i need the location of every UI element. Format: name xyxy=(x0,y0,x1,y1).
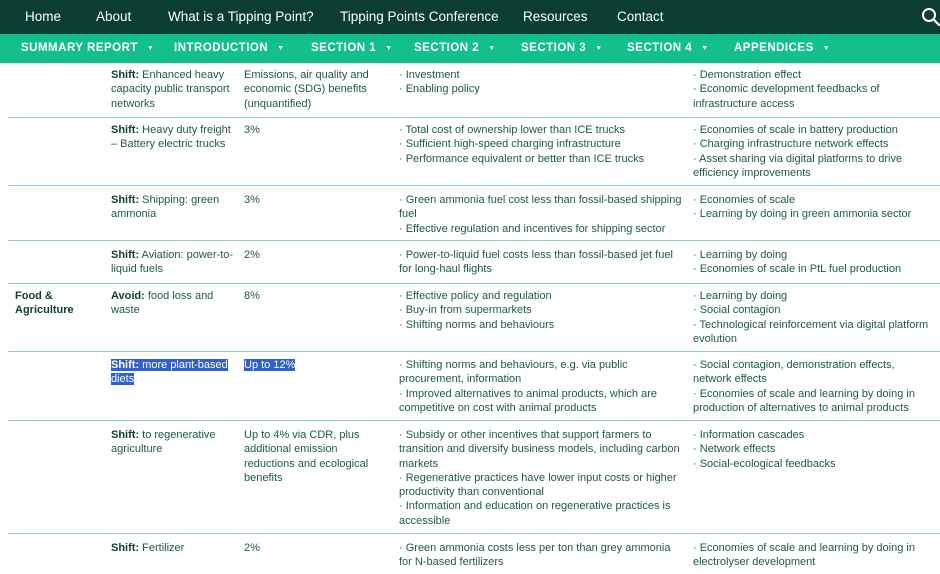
lever-cell xyxy=(111,123,236,152)
menu-label: INTRODUCTION xyxy=(174,42,269,54)
lever-cell xyxy=(111,68,236,111)
row-divider xyxy=(8,283,940,284)
feedback-item: · Social contagion, demonstration effects, network effects xyxy=(693,359,895,386)
row-divider xyxy=(8,185,940,186)
lever-type: Avoid: xyxy=(111,290,145,302)
condition-item: · Green ammonia costs less per ton than grey ammonia for N-based fertilizers xyxy=(399,542,671,569)
row-divider xyxy=(8,533,940,534)
feedback-item: · Learning by doing xyxy=(693,249,788,261)
feedback-item: · Economic development feedbacks of infrastructure access xyxy=(693,83,880,110)
menu-label: APPENDICES xyxy=(734,42,814,54)
lever-text: Heavy duty freight – Battery electric trucks xyxy=(111,124,231,151)
caret-down-icon: ▼ xyxy=(277,45,285,52)
condition-item: · Information and education on regenerative practices is accessible xyxy=(399,500,671,527)
conditions-cell xyxy=(399,428,684,528)
impact-cell: 2% xyxy=(244,542,260,554)
impact-cell: Emissions, air quality and economic (SDG) benefits (unquantified) xyxy=(244,69,369,110)
reinforcing-cell xyxy=(693,193,933,222)
impact-cell: 2% xyxy=(244,249,260,261)
caret-down-icon: ▼ xyxy=(146,45,155,52)
menu-section-2[interactable] xyxy=(414,42,496,54)
lever-type: Shift: xyxy=(111,359,140,371)
feedback-item: · Economies of scale and learning by doing in production of alternatives to animal products xyxy=(693,387,915,414)
feedback-item: · Social-ecological feedbacks xyxy=(693,457,836,470)
caret-down-icon: ▼ xyxy=(595,45,603,52)
nav-link-tipping-point[interactable]: What is a Tipping Point? xyxy=(168,9,314,24)
reinforcing-cell xyxy=(693,358,933,415)
impact-cell: 3% xyxy=(244,194,260,206)
row-divider xyxy=(8,240,940,241)
caret-down-icon: ▼ xyxy=(385,45,393,52)
condition-item: · Total cost of ownership lower than ICE trucks xyxy=(399,124,626,136)
lever-cell xyxy=(111,193,236,222)
lever-text: Enhanced heavy capacity public transport networks xyxy=(111,69,230,110)
impact-cell: 8% xyxy=(244,290,260,302)
impact-cell: Up to 4% via CDR, plus additional emission reductions and ecological benefits xyxy=(244,429,369,484)
reinforcing-cell xyxy=(693,541,933,570)
conditions-cell xyxy=(399,248,684,277)
conditions-cell xyxy=(399,193,684,236)
condition-item: · Green ammonia fuel cost less than fossil-based shipping fuel xyxy=(399,194,682,221)
conditions-cell xyxy=(399,358,684,415)
lever-type: Shift: xyxy=(111,124,140,136)
lever-type: Shift: xyxy=(111,542,140,554)
lever-text: food loss and waste xyxy=(111,290,214,317)
caret-down-icon: ▼ xyxy=(701,45,709,52)
row-divider xyxy=(8,420,940,421)
lever-cell xyxy=(111,289,236,318)
feedback-item: · Economies of scale in battery production xyxy=(693,124,898,136)
conditions-cell xyxy=(399,289,684,332)
menu-label: SECTION 3 xyxy=(521,42,587,54)
selected-impact-highlight: Up to 12% xyxy=(244,359,296,371)
feedback-item: · Learning by doing in green ammonia sector xyxy=(693,208,912,221)
lever-type: Shift: xyxy=(111,429,140,441)
conditions-cell xyxy=(399,123,684,166)
menu-section-3[interactable] xyxy=(521,42,603,54)
feedback-item: · Economies of scale and learning by doing in electrolyser development xyxy=(693,542,915,569)
lever-cell xyxy=(111,428,236,457)
condition-item: · Subsidy or other incentives that support farmers to transition and diversify business models, including carbon markets xyxy=(399,429,680,470)
feedback-item: · Economies of scale in PtL fuel production xyxy=(693,263,902,276)
condition-item: · Investment xyxy=(399,69,460,81)
lever-text: more plant-based diets xyxy=(111,359,228,386)
menu-summary-report[interactable] xyxy=(21,42,154,54)
row-divider xyxy=(8,351,940,352)
condition-item: · Sufficient high-speed charging infrastructure xyxy=(399,138,621,151)
lever-cell xyxy=(111,248,236,277)
condition-item: · Performance equivalent or better than ICE trucks xyxy=(399,152,645,165)
menu-label: SECTION 4 xyxy=(627,42,693,54)
menu-section-4[interactable] xyxy=(627,42,709,54)
section-navigation-bar xyxy=(0,34,940,63)
caret-down-icon: ▼ xyxy=(822,45,831,52)
lever-text: Aviation: power-to-liquid fuels xyxy=(111,249,234,276)
reinforcing-cell xyxy=(693,289,933,346)
menu-label: SECTION 2 xyxy=(414,42,480,54)
lever-text: Fertilizer xyxy=(139,542,185,554)
lever-type: Shift: xyxy=(111,194,140,206)
condition-item: · Regenerative practices have lower input costs or higher productivity than conventional xyxy=(399,471,677,499)
feedback-item: · Economies of scale xyxy=(693,194,796,206)
feedback-item: · Learning by doing xyxy=(693,290,788,302)
condition-item: · Power-to-liquid fuel costs less than fossil-based jet fuel for long-haul flights xyxy=(399,249,673,276)
feedback-item: · Information cascades xyxy=(693,429,805,441)
lever-type: Shift: xyxy=(111,249,140,261)
nav-link-home[interactable]: Home xyxy=(25,9,62,24)
lever-cell xyxy=(111,541,236,555)
condition-item: · Effective regulation and incentives for shipping sector xyxy=(399,222,666,235)
feedback-item: · Technological reinforcement via digital platform evolution xyxy=(693,318,929,345)
selected-text-highlight xyxy=(111,359,228,385)
lever-cell xyxy=(111,358,236,387)
row-divider xyxy=(8,117,940,118)
conditions-cell xyxy=(399,541,684,570)
condition-item: · Improved alternatives to animal products, which are competitive on cost with animal products xyxy=(399,387,658,414)
nav-link-conference[interactable]: Tipping Points Conference xyxy=(340,9,499,24)
impact-cell: 3% xyxy=(244,124,260,136)
menu-section-1[interactable] xyxy=(311,42,393,54)
impact-cell xyxy=(244,358,384,372)
menu-introduction[interactable] xyxy=(174,42,285,54)
nav-link-contact[interactable]: Contact xyxy=(617,9,664,24)
feedback-item: · Asset sharing via digital platforms to drive efficiency improvements xyxy=(693,152,903,179)
condition-item: · Shifting norms and behaviours, e.g. via public procurement, information xyxy=(399,359,628,386)
feedback-item: · Social contagion xyxy=(693,304,781,317)
category-cell: Food & Agriculture xyxy=(15,290,74,317)
reinforcing-cell xyxy=(693,123,933,180)
condition-item: · Effective policy and regulation xyxy=(399,290,552,302)
reinforcing-cell xyxy=(693,428,933,471)
top-navigation-bar xyxy=(0,0,940,34)
condition-item: · Buy-in from supermarkets xyxy=(399,304,532,317)
lever-type: Shift: xyxy=(111,69,140,81)
tipping-points-table xyxy=(0,63,940,574)
reinforcing-cell xyxy=(693,68,933,111)
feedback-item: · Network effects xyxy=(693,443,776,456)
lever-text: to regenerative agriculture xyxy=(111,429,216,456)
menu-appendices[interactable] xyxy=(734,42,830,54)
lever-text: Shipping: green ammonia xyxy=(111,194,220,221)
menu-label: SUMMARY REPORT xyxy=(21,42,138,54)
condition-item: · Shifting norms and behaviours xyxy=(399,318,555,331)
caret-down-icon: ▼ xyxy=(488,45,496,52)
feedback-item: · Charging infrastructure network effects xyxy=(693,138,889,151)
conditions-cell xyxy=(399,68,684,97)
condition-item: · Enabling policy xyxy=(399,83,480,96)
feedback-item: · Demonstration effect xyxy=(693,69,802,81)
nav-link-about[interactable]: About xyxy=(96,9,132,24)
menu-label: SECTION 1 xyxy=(311,42,377,54)
nav-link-resources[interactable]: Resources xyxy=(523,9,588,24)
search-icon[interactable] xyxy=(921,7,940,27)
reinforcing-cell xyxy=(693,248,933,277)
